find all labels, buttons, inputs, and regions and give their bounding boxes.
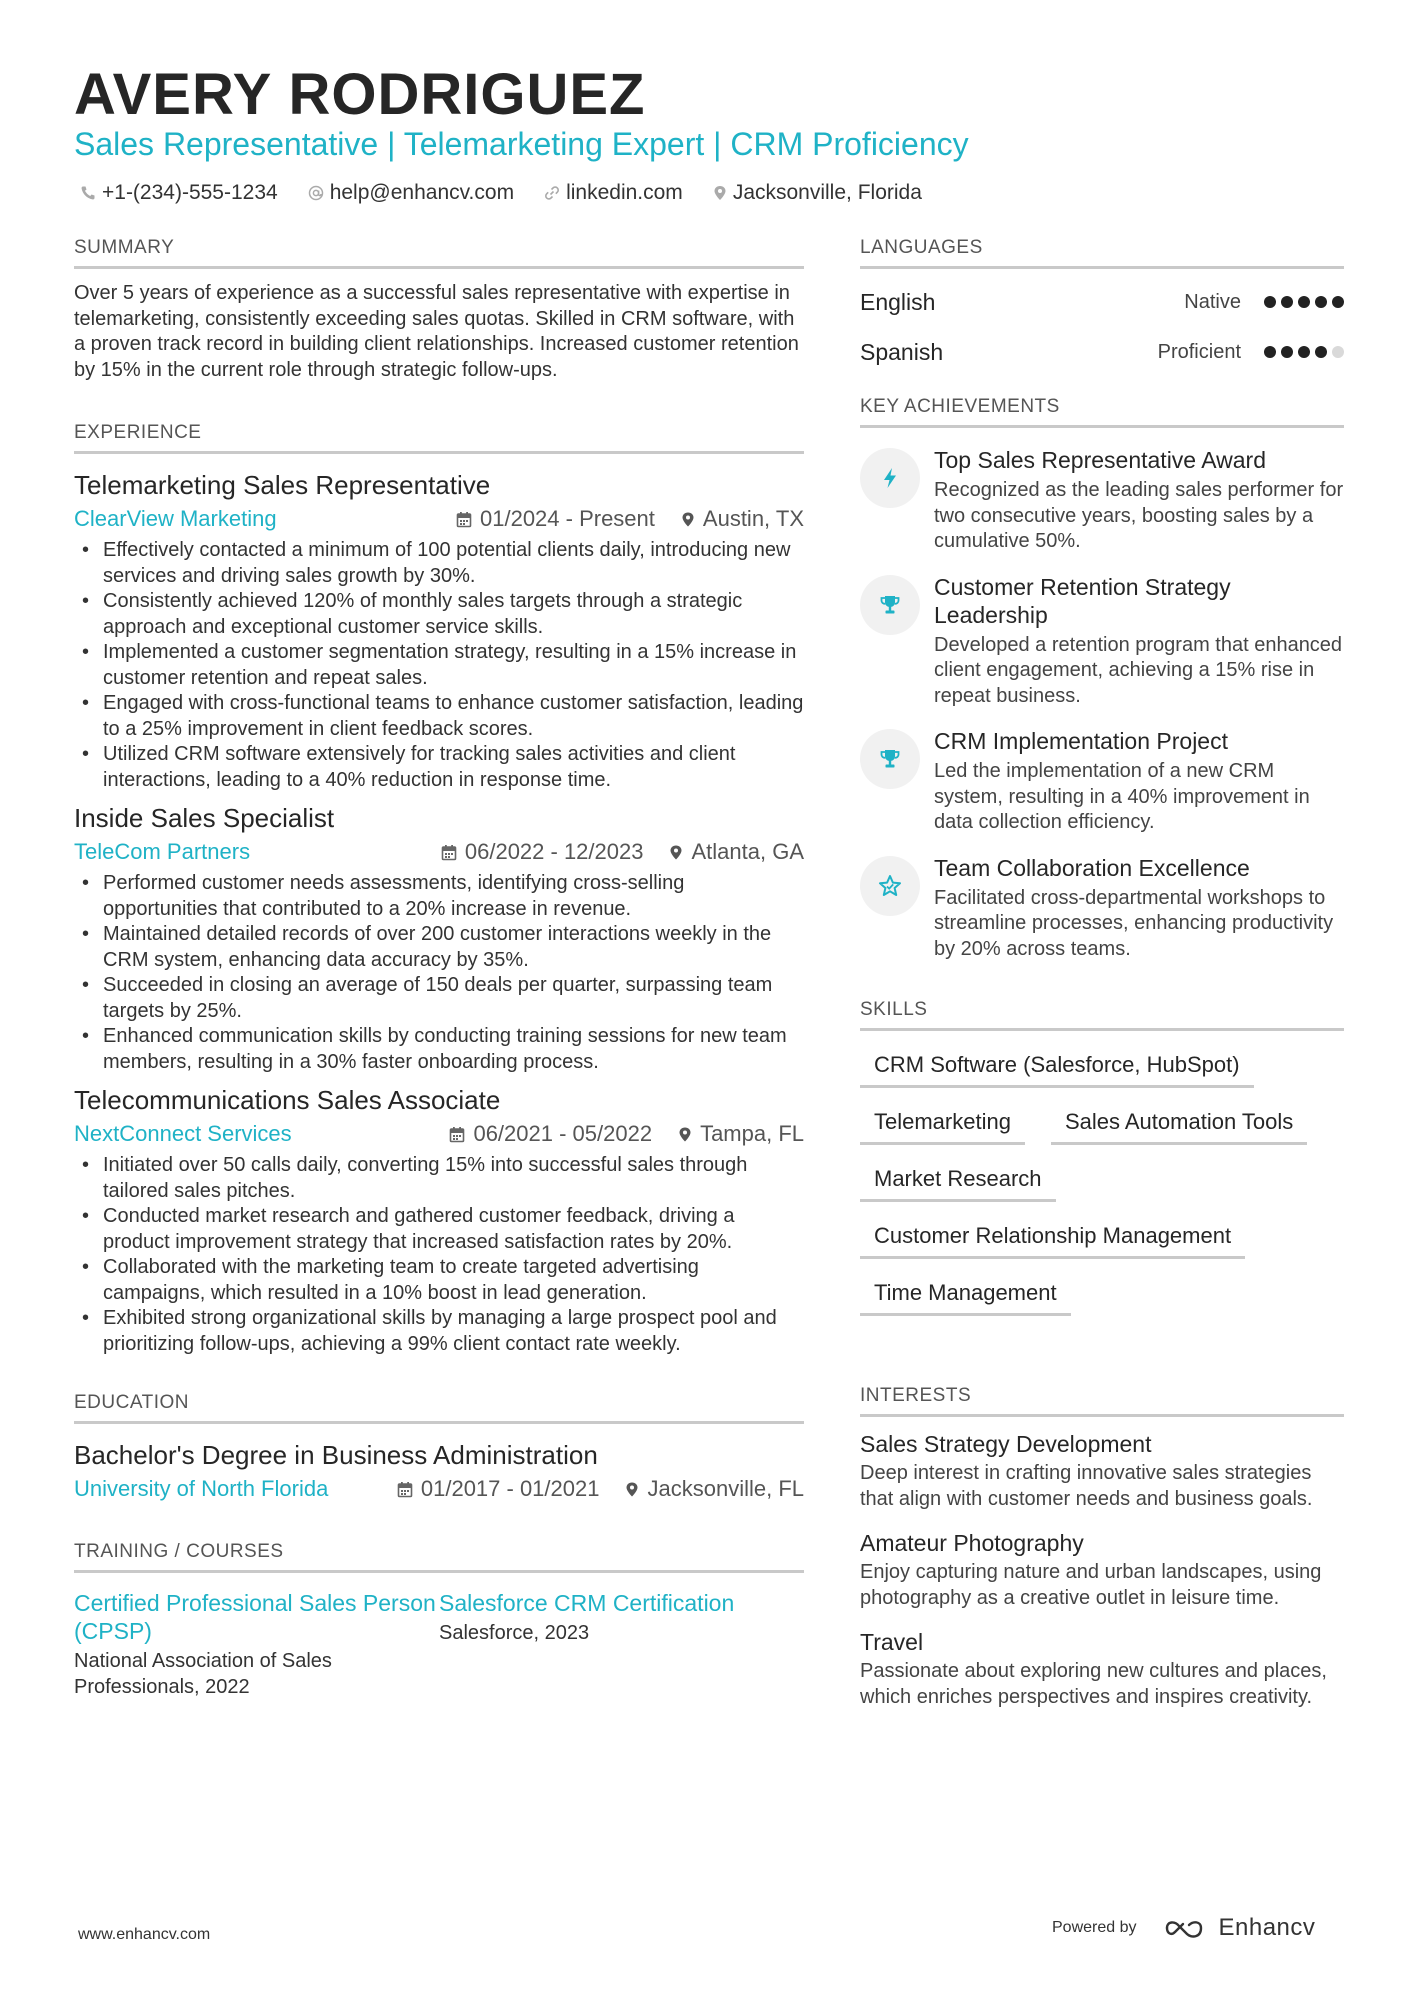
interest-item	[860, 1528, 1344, 1611]
star-icon	[878, 874, 902, 898]
skill-tag: Sales Automation Tools	[1051, 1102, 1307, 1145]
education-meta	[74, 1472, 804, 1506]
footer-branding	[1052, 1914, 1315, 1942]
achievement-title: Customer Retention Strategy Leadership	[934, 573, 1231, 628]
achievement-title: Team Collaboration Excellence	[934, 854, 1250, 881]
achievement-title: Top Sales Representative Award	[934, 447, 1266, 473]
achievement-desc: Developed a retention program that enhanced client engagement, achieving a 15% rise in repeat business.	[934, 633, 1343, 707]
course-item	[439, 1589, 804, 1700]
job-bullet: • Consistently achieved 120% of monthly sales targets through a strategic approach and exceptional customer service skills.	[74, 589, 804, 640]
at-icon	[308, 185, 324, 201]
language-name: Spanish	[860, 338, 944, 365]
course-name: Salesforce CRM Certification	[439, 1590, 735, 1616]
achievement-item	[860, 446, 1344, 555]
summary-heading: SUMMARY	[74, 236, 804, 269]
job-location	[678, 1121, 804, 1147]
achievement-title: CRM Implementation Project	[934, 728, 1228, 754]
skill-tag: Telemarketing	[860, 1102, 1025, 1145]
left-column	[74, 236, 804, 1700]
achievement-icon-badge	[860, 856, 920, 916]
trophy-icon	[879, 748, 901, 770]
location-text: Jacksonville, Florida	[732, 181, 922, 204]
location-pin-icon	[678, 1126, 692, 1143]
interests-heading: INTERESTS	[860, 1384, 1344, 1417]
education-location-text: Jacksonville, FL	[647, 1476, 804, 1501]
rating-dot-filled	[1315, 296, 1327, 308]
job-meta	[74, 1117, 804, 1151]
skill-tag: Market Research	[860, 1159, 1056, 1202]
job-entry	[74, 468, 804, 793]
interest-desc: Deep interest in crafting innovative sales strategies that align with customer needs and business goals.	[860, 1462, 1313, 1510]
education-location	[625, 1476, 804, 1502]
phone-text: +1-(234)-555-1234	[102, 181, 278, 204]
interest-desc: Enjoy capturing nature and urban landscapes, using photography as a creative outlet in leisure time.	[860, 1561, 1322, 1609]
rating-dot-filled	[1332, 296, 1344, 308]
contact-location	[713, 181, 922, 205]
job-dates-text: 01/2024 - Present	[480, 506, 655, 531]
job-bullet: • Effectively contacted a minimum of 100 potential clients daily, introducing new services and driving sales growth by 30%.	[74, 538, 804, 589]
trophy-icon	[879, 594, 901, 616]
job-meta	[74, 502, 804, 536]
skills-list	[860, 1045, 1344, 1330]
job-location	[681, 506, 804, 532]
enhancv-logo-icon	[1163, 1916, 1209, 1940]
education-dates-text: 01/2017 - 01/2021	[420, 1476, 600, 1501]
contact-linkedin[interactable]	[544, 181, 683, 205]
job-dates	[449, 1121, 652, 1147]
language-name: English	[860, 288, 936, 315]
job-company: TeleCom Partners	[74, 839, 251, 864]
job-bullet: • Conducted market research and gathered customer feedback, driving a product improvement strategy that increased satisfaction rates by 20%.	[74, 1204, 804, 1255]
achievement-desc: Led the implementation of a new CRM system, resulting in a 40% improvement in data collection efficiency.	[934, 760, 1310, 833]
language-level: Native	[1184, 290, 1241, 313]
achievement-item	[860, 854, 1344, 963]
summary-text: Over 5 years of experience as a successful sales representative with expertise in telemarketing, consistently exceeding sales quotas. Skilled in CRM software, with a proven track record in building client relationships. Increased customer retention by 15% in the current role through strategic follow-ups.	[74, 282, 799, 381]
education-dates	[397, 1476, 600, 1502]
contact-phone[interactable]	[80, 181, 278, 205]
job-bullet: • Collaborated with the marketing team to create targeted advertising campaigns, which resulted in a 10% boost in lead generation.	[74, 1255, 804, 1306]
job-bullet: • Exhibited strong organizational skills by managing a large prospect pool and prioritizing follow-ups, achieving a 99% client contact rate weekly.	[74, 1306, 804, 1357]
education-heading: EDUCATION	[74, 1391, 804, 1424]
interest-desc: Passionate about exploring new cultures and places, which enriches perspectives and inspires creativity.	[860, 1660, 1327, 1708]
rating-dot-empty	[1332, 346, 1344, 358]
language-rating	[1259, 296, 1344, 308]
linkedin-text: linkedin.com	[566, 181, 683, 204]
job-dates	[456, 506, 655, 532]
job-bullets	[74, 1153, 804, 1357]
achievement-desc: Recognized as the leading sales performer for two consecutive years, boosting sales by a cumulative 50%.	[934, 479, 1344, 552]
skill-tag: Customer Relationship Management	[860, 1216, 1245, 1259]
link-icon	[544, 185, 560, 201]
calendar-icon	[441, 844, 457, 861]
calendar-icon	[397, 1481, 413, 1498]
job-entry	[74, 801, 804, 1075]
achievement-desc: Facilitated cross-departmental workshops to streamline processes, enhancing productivity by 20% across teams.	[934, 886, 1334, 960]
headline: Sales Representative | Telemarketing Expert | CRM Proficiency	[74, 126, 969, 162]
rating-dot-filled	[1264, 346, 1276, 358]
experience-heading: EXPERIENCE	[74, 421, 804, 454]
achievements-heading: KEY ACHIEVEMENTS	[860, 395, 1344, 428]
job-entry	[74, 1083, 804, 1357]
achievement-icon-badge	[860, 729, 920, 789]
job-bullets	[74, 538, 804, 793]
job-dates-text: 06/2021 - 05/2022	[473, 1121, 653, 1146]
education-entry	[74, 1438, 804, 1506]
course-org: National Association of Sales Professionals, 2022	[74, 1650, 332, 1698]
job-company: ClearView Marketing	[74, 506, 277, 531]
location-pin-icon	[713, 185, 727, 201]
job-location	[669, 839, 804, 865]
language-rating	[1259, 346, 1344, 358]
rating-dot-filled	[1298, 296, 1310, 308]
job-dates-text: 06/2022 - 12/2023	[464, 839, 644, 864]
calendar-icon	[456, 511, 472, 528]
job-title: Telecommunications Sales Associate	[74, 1085, 501, 1115]
job-bullet: • Maintained detailed records of over 200 customer interactions weekly in the CRM system, enhancing data accuracy by 35%.	[74, 922, 804, 973]
achievement-icon-badge	[860, 448, 920, 508]
contact-bar	[80, 178, 952, 208]
rating-dot-filled	[1298, 346, 1310, 358]
contact-email[interactable]	[308, 181, 514, 205]
language-level: Proficient	[1157, 340, 1241, 363]
achievement-icon-badge	[860, 575, 920, 635]
skills-heading: SKILLS	[860, 998, 1344, 1031]
job-bullet: • Performed customer needs assessments, identifying cross-selling opportunities that contributed to a 20% increase in revenue.	[74, 871, 804, 922]
job-location-text: Tampa, FL	[700, 1121, 804, 1146]
job-meta	[74, 835, 804, 869]
job-bullet: • Succeeded in closing an average of 150 deals per quarter, surpassing team targets by 25%.	[74, 973, 804, 1024]
course-item	[74, 1589, 439, 1700]
rating-dot-filled	[1281, 296, 1293, 308]
rating-dot-filled	[1281, 346, 1293, 358]
interest-title: Amateur Photography	[860, 1530, 1084, 1556]
language-item	[860, 327, 1344, 377]
location-pin-icon	[669, 844, 683, 861]
job-bullet: • Engaged with cross-functional teams to enhance customer satisfaction, leading to a 25% improvement in client feedback scores.	[74, 691, 804, 742]
languages-heading: LANGUAGES	[860, 236, 1344, 269]
interest-item	[860, 1627, 1344, 1710]
right-column	[860, 236, 1344, 1710]
interest-title: Sales Strategy Development	[860, 1431, 1152, 1457]
job-dates	[441, 839, 644, 865]
powered-by-label: Powered by	[1052, 1919, 1137, 1936]
skill-tag: Time Management	[860, 1273, 1071, 1316]
rating-dot-filled	[1264, 296, 1276, 308]
interest-title: Travel	[860, 1629, 924, 1655]
course-list	[74, 1589, 804, 1700]
rating-dot-filled	[1315, 346, 1327, 358]
job-bullets	[74, 871, 804, 1075]
course-org: Salesforce, 2023	[439, 1622, 590, 1644]
job-location-text: Atlanta, GA	[691, 839, 804, 864]
skill-tag: CRM Software (Salesforce, HubSpot)	[860, 1045, 1254, 1088]
degree-title: Bachelor's Degree in Business Administration	[74, 1440, 598, 1470]
course-name: Certified Professional Sales Person (CPSP)	[74, 1590, 436, 1644]
calendar-icon	[449, 1126, 465, 1143]
footer-website[interactable]: www.enhancv.com	[78, 1926, 211, 1943]
email-text: help@enhancv.com	[329, 181, 515, 204]
job-bullet: • Implemented a customer segmentation strategy, resulting in a 15% increase in customer retention and repeat sales.	[74, 640, 804, 691]
language-list	[860, 277, 1344, 377]
achievement-item	[860, 573, 1344, 710]
job-bullet: • Utilized CRM software extensively for tracking sales activities and client interactions, leading to a 40% reduction in response time.	[74, 742, 804, 793]
achievement-item	[860, 727, 1344, 836]
lightning-icon	[881, 467, 899, 489]
job-title: Telemarketing Sales Representative	[74, 470, 491, 500]
interest-item	[860, 1429, 1344, 1512]
location-pin-icon	[681, 511, 695, 528]
candidate-name: AVERY RODRIGUEZ	[74, 62, 646, 127]
school-name: University of North Florida	[74, 1476, 329, 1501]
language-item	[860, 277, 1344, 327]
job-company: NextConnect Services	[74, 1121, 292, 1146]
phone-icon	[80, 185, 96, 201]
brand-name: Enhancv	[1218, 1914, 1316, 1941]
job-bullet: • Enhanced communication skills by conducting training sessions for new team members, resulting in a 30% faster onboarding process.	[74, 1024, 804, 1075]
training-heading: TRAINING / COURSES	[74, 1540, 804, 1573]
job-title: Inside Sales Specialist	[74, 803, 335, 833]
job-location-text: Austin, TX	[702, 506, 804, 531]
job-bullet: • Initiated over 50 calls daily, converting 15% into successful sales through tailored sales pitches.	[74, 1153, 804, 1204]
location-pin-icon	[625, 1481, 639, 1498]
